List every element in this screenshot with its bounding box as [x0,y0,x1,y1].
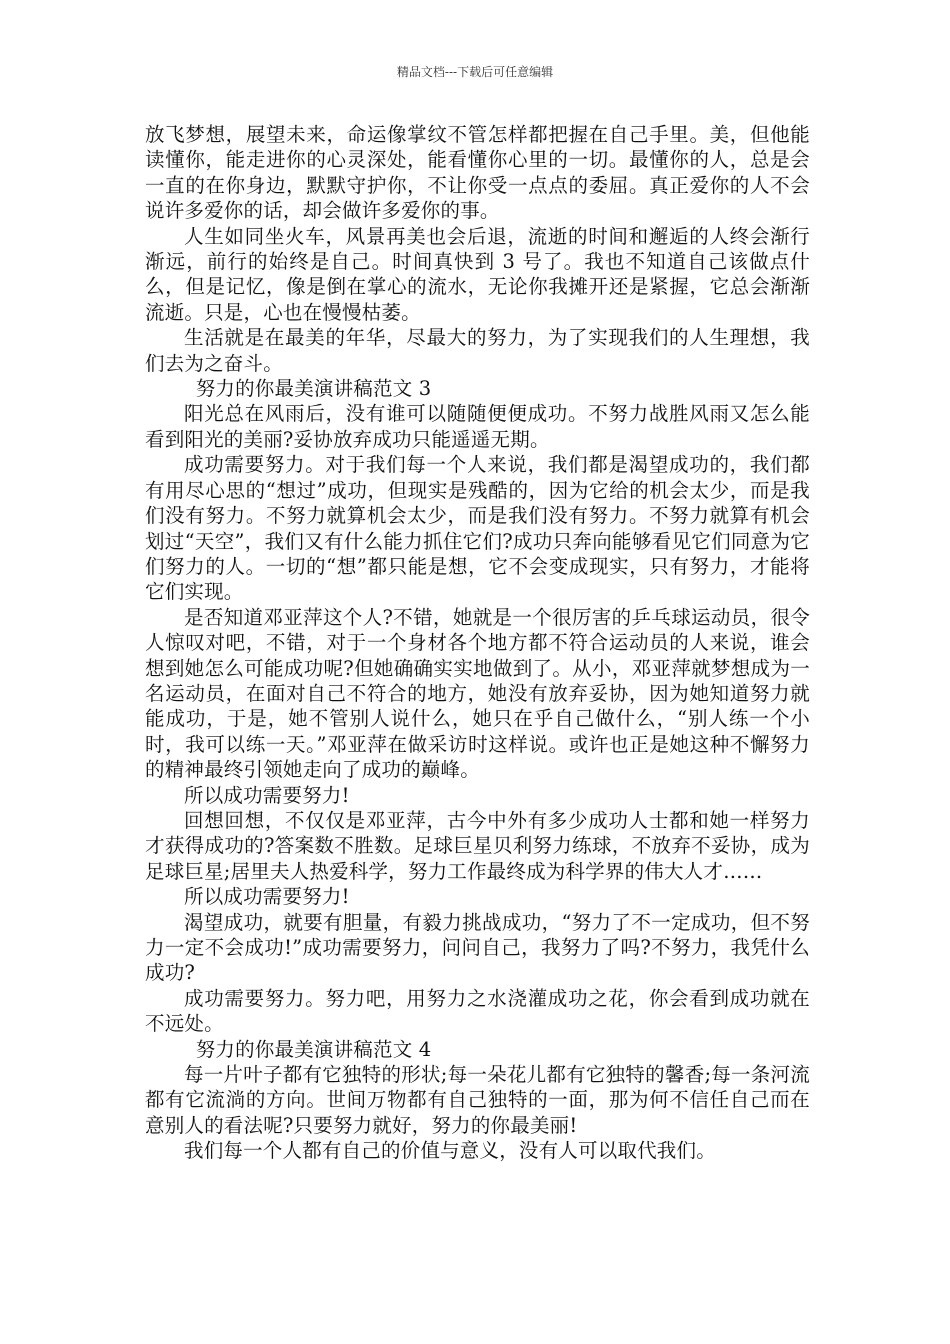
section-heading-4: 努力的你最美演讲稿范文 4 [195,1037,432,1061]
paragraph-9: 回想回想，不仅仅是邓亚萍，古今中外有多少成功人士都和她一样努力才获得成功的?答案数不胜数。足球巨星贝利努力练球，不放弃不妥协，成为足球巨星;居里夫人热爱科学，努力工作最终成为科学界的伟大人才…… [145,808,810,883]
paragraph-2: 人生如同坐火车，风景再美也会后退，流逝的时间和邂逅的人终会渐行渐远，前行的始终是自己。时间真快到 3 号了。我也不知道自己该做点什么，但是记忆，像是倒在掌心的流水，无论你我摊开还是紧握，它总会渐渐流逝。只是，心也在慢慢枯萎。 [145,224,810,324]
paragraph-15: 我们每一个人都有自己的价值与意义，没有人可以取代我们。 [184,1139,716,1163]
paragraph-10: 所以成功需要努力! [184,885,350,909]
paragraph-5: 阳光总在风雨后，没有谁可以随随便便成功。不努力战胜风雨又怎么能看到阳光的美丽?妥协放弃成功只能遥遥无期。 [145,402,810,451]
paragraph-12: 成功需要努力。努力吧，用努力之水浇灌成功之花，你会看到成功就在不远处。 [145,986,810,1036]
paragraph-7: 是否知道邓亚萍这个人?不错，她就是一个很厉害的乒乓球运动员，很令人惊叹对吧，不错，对于一个身材各个地方都不符合运动员的人来说，谁会想到她怎么可能成功呢?但她确确实实地做到了。从小，邓亚萍就梦想成为一名运动员，在面对自己不符合的地方，她没有放弃妥协，因为她知道努力就能成功，于是，她不管别人说什么，她只在乎自己做什么，“别人练一个小时，我可以练一天。”邓亚萍在做采访时这样说。或许也正是她这种不懈努力的精神最终引领她走向了成功的巅峰。 [145,605,810,782]
paragraph-1: 放飞梦想，展望未来，命运像掌纹不管怎样都把握在自己手里。美，但他能读懂你，能走进你的心灵深处，能看懂你心里的一切。最懂你的人，总是会一直的在你身边，默默守护你，不让你受一点点的委屈。真正爱你的人不会说许多爱你的话，却会做许多爱你的事。 [145,123,810,223]
section-heading-3: 努力的你最美演讲稿范文 3 [195,377,432,401]
page-header: 精品文档---下载后可任意编辑 [396,65,554,79]
paragraph-3: 生活就是在最美的年华，尽最大的努力，为了实现我们的人生理想，我们去为之奋斗。 [145,326,810,375]
paragraph-14: 每一片叶子都有它独特的形状;每一朵花儿都有它独特的馨香;每一条河流都有它流淌的方向。世间万物都有自己独特的一面，那为何不信任自己而在意别人的看法呢?只要努力就好，努力的你最美丽! [145,1063,810,1137]
document-body [145,122,810,1164]
paragraph-6: 成功需要努力。对于我们每一个人来说，我们都是渴望成功的，我们都有用尽心思的“想过”成功，但现实是残酷的，因为它给的机会太少，而是我们没有努力。不努力就算机会太少，而是我们没有努力。不努力就算有机会划过“天空”，我们又有什么能力抓住它们?成功只奔向能够看见它们同意为它们努力的人。一切的“想”都只能是想，它不会变成现实，只有努力，才能将它们实现。 [145,453,810,604]
paragraph-8: 所以成功需要努力! [184,783,350,807]
paragraph-11: 渴望成功，就要有胆量，有毅力挑战成功，“努力了不一定成功，但不努力一定不会成功!”成功需要努力，问问自己，我努力了吗?不努力，我凭什么成功? [145,910,810,985]
